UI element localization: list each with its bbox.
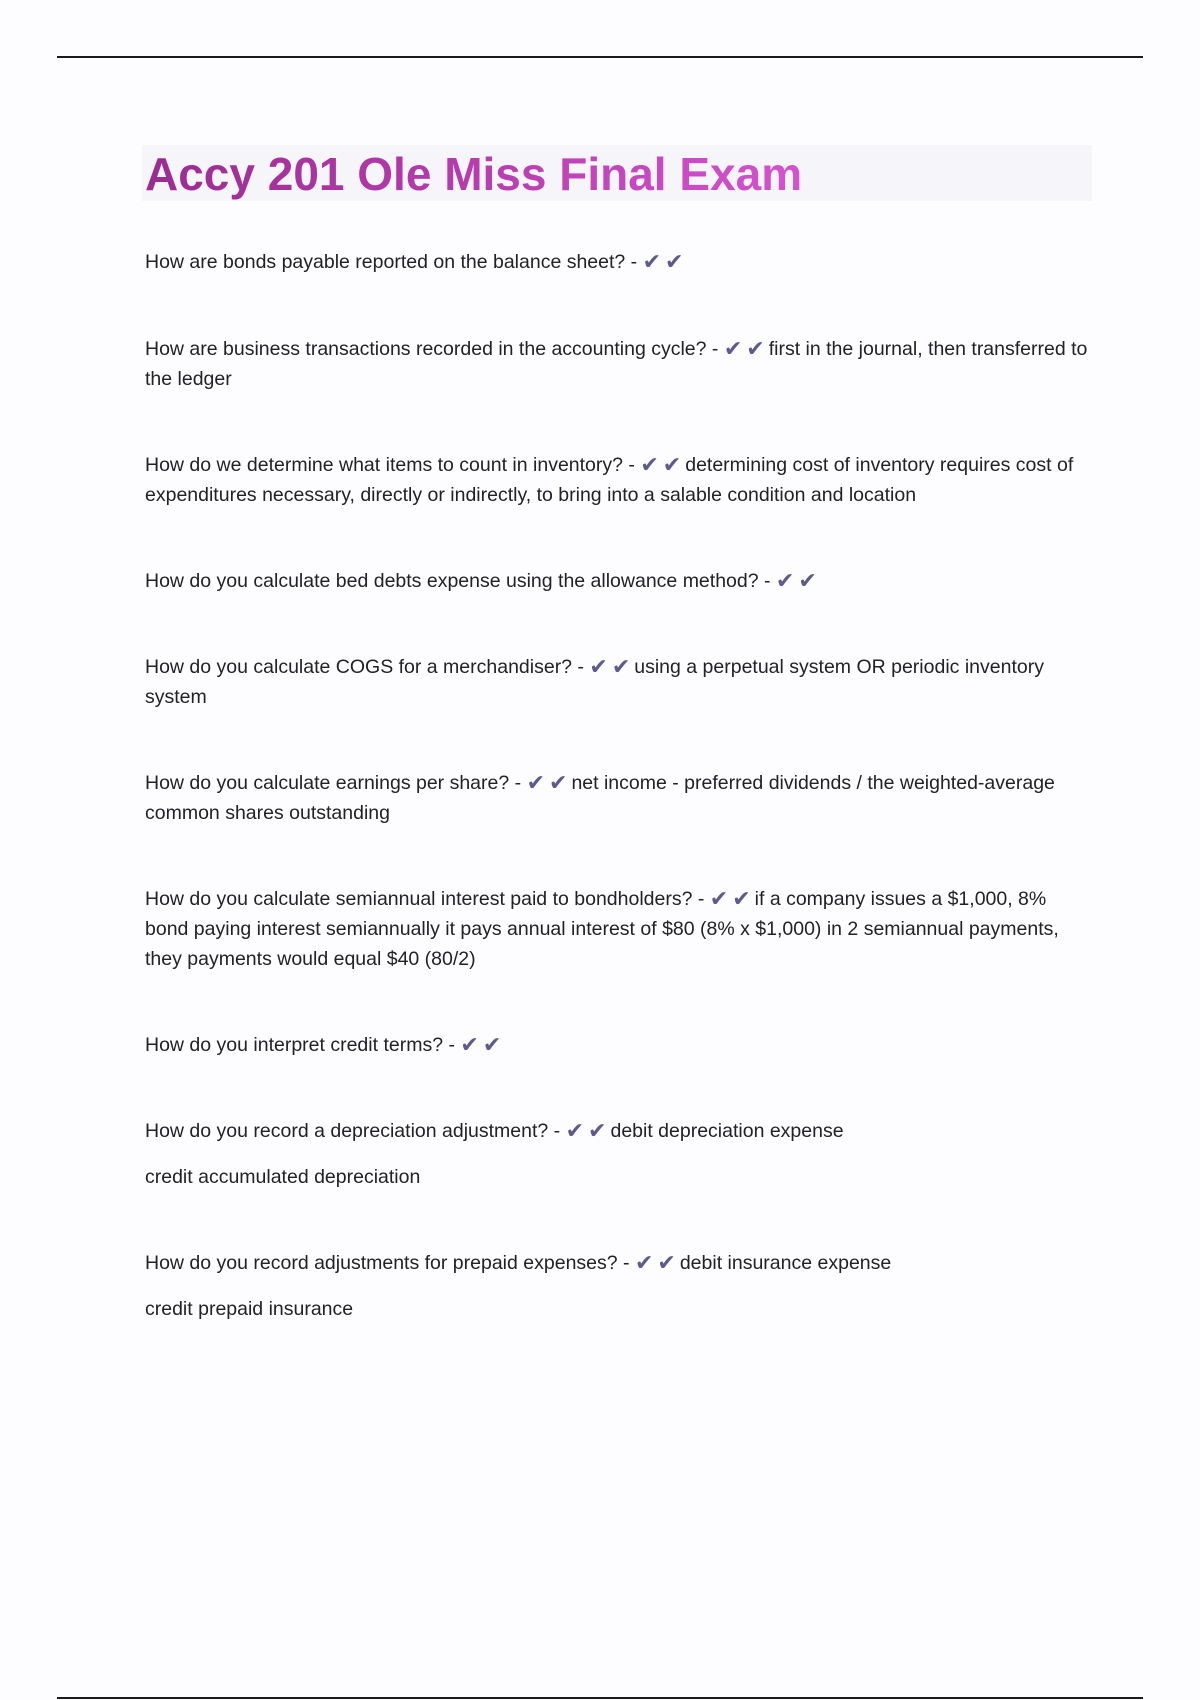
check-icon: ✔ xyxy=(460,1033,479,1058)
answer-text: debit depreciation expense xyxy=(610,1120,844,1142)
qa-line xyxy=(145,247,1090,277)
qa-item xyxy=(145,247,1090,277)
qa-item xyxy=(145,768,1090,828)
bottom-rule xyxy=(57,1697,1143,1699)
answer-text: net income - preferred dividends / the weighted-average common shares outstanding xyxy=(145,772,1055,824)
separator: - xyxy=(625,251,643,273)
qa-line xyxy=(145,334,1090,394)
separator: - xyxy=(758,570,776,592)
qa-item xyxy=(145,1030,1090,1060)
qa-item xyxy=(145,1116,1090,1192)
check-icon: ✔ xyxy=(611,655,631,680)
check-icon: ✔ xyxy=(642,250,662,275)
qa-line xyxy=(145,566,1090,596)
check-icon: ✔ xyxy=(657,1251,676,1276)
separator: - xyxy=(548,1120,566,1142)
document-title: Accy 201 Ole Miss Final Exam xyxy=(145,148,803,200)
separator: - xyxy=(692,888,710,910)
double-check-icon xyxy=(776,570,821,592)
qa-line xyxy=(145,450,1090,510)
answer-text: determining cost of inventory requires cost of expenditures necessary, directly or indirectly, to bring into a salable condition and location xyxy=(145,454,1074,506)
qa-line xyxy=(145,1030,1090,1060)
answer-text: debit insurance expense xyxy=(679,1252,892,1274)
check-icon: ✔ xyxy=(665,250,684,275)
question-text: How are bonds payable reported on the balance sheet? xyxy=(145,251,626,273)
qa-item xyxy=(145,334,1090,394)
answer-second-line: credit accumulated depreciation xyxy=(145,1166,421,1188)
answer-second-line: credit prepaid insurance xyxy=(145,1298,354,1320)
double-check-icon xyxy=(566,1120,611,1142)
qa-item xyxy=(145,884,1090,974)
separator: - xyxy=(623,454,641,476)
qa-item xyxy=(145,1248,1090,1324)
qa-list xyxy=(145,247,1090,1324)
separator: - xyxy=(617,1252,635,1274)
qa-line xyxy=(145,768,1090,828)
check-icon: ✔ xyxy=(589,655,608,680)
qa-item xyxy=(145,652,1090,712)
double-check-icon xyxy=(460,1034,505,1056)
question-text: How do you calculate bed debts expense using the allowance method? xyxy=(145,570,759,592)
check-icon: ✔ xyxy=(709,887,729,912)
check-icon: ✔ xyxy=(549,771,568,796)
question-text: How do you interpret credit terms? xyxy=(145,1034,444,1056)
check-icon: ✔ xyxy=(565,1119,585,1144)
double-check-icon xyxy=(527,772,572,794)
check-icon: ✔ xyxy=(723,337,743,362)
top-rule xyxy=(57,56,1143,58)
answer-text: using a perpetual system OR periodic inventory system xyxy=(145,656,1044,708)
check-icon: ✔ xyxy=(662,453,682,478)
question-text: How do you record a depreciation adjustment? xyxy=(145,1120,549,1142)
double-check-icon xyxy=(635,1252,680,1274)
answer-text: first in the journal, then transferred to the ledger xyxy=(145,338,1088,390)
question-text: How do you calculate earnings per share? xyxy=(145,772,510,794)
qa-line xyxy=(145,884,1090,974)
qa-line xyxy=(145,1248,1090,1278)
double-check-icon xyxy=(710,888,755,910)
question-text: How do you calculate semiannual interest paid to bondholders? xyxy=(145,888,693,910)
question-text: How do you calculate COGS for a merchandiser? xyxy=(145,656,573,678)
double-check-icon xyxy=(643,251,688,273)
check-icon: ✔ xyxy=(798,569,817,594)
qa-item xyxy=(145,450,1090,510)
qa-line xyxy=(145,652,1090,712)
double-check-icon xyxy=(589,656,634,678)
check-icon: ✔ xyxy=(634,1251,654,1276)
question-text: How do you record adjustments for prepaid expenses? xyxy=(145,1252,618,1274)
check-icon: ✔ xyxy=(588,1119,607,1144)
separator: - xyxy=(509,772,527,794)
double-check-icon xyxy=(640,454,685,476)
check-icon: ✔ xyxy=(482,1033,502,1058)
qa-item xyxy=(145,566,1090,596)
check-icon: ✔ xyxy=(640,453,659,478)
check-icon: ✔ xyxy=(526,771,545,796)
check-icon: ✔ xyxy=(775,569,795,594)
separator: - xyxy=(706,338,724,360)
separator: - xyxy=(443,1034,461,1056)
check-icon: ✔ xyxy=(732,887,751,912)
question-text: How do we determine what items to count in inventory? xyxy=(145,454,623,476)
check-icon: ✔ xyxy=(746,337,765,362)
question-text: How are business transactions recorded in the accounting cycle? xyxy=(145,338,707,360)
answer-text: if a company issues a $1,000, 8% bond paying interest semiannually it pays annual interest of $80 (8% x $1,000) in 2 semiannual payments, they payments would equal $40 (80/2) xyxy=(145,888,1059,970)
separator: - xyxy=(572,656,590,678)
double-check-icon xyxy=(724,338,769,360)
qa-line xyxy=(145,1116,1090,1146)
